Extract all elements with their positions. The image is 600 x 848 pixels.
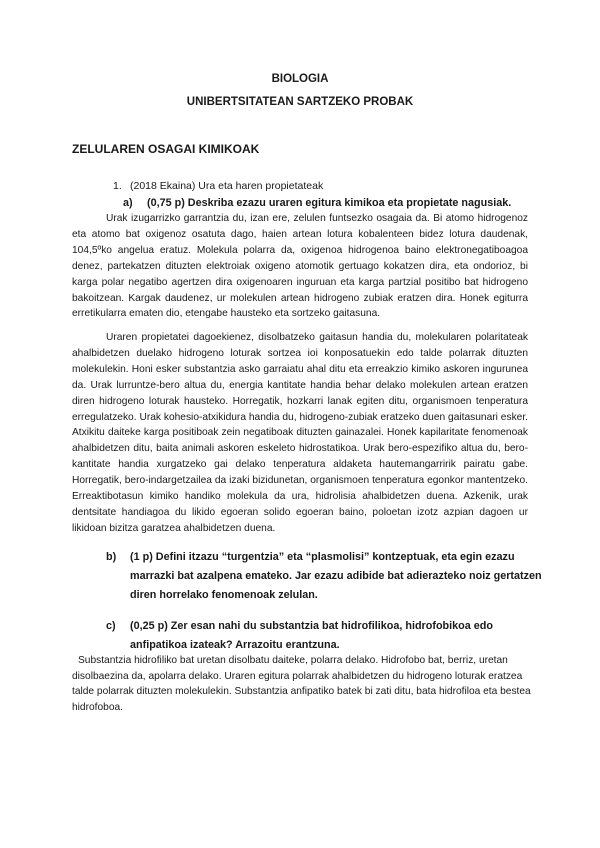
document-title: BIOLOGIA [271,73,329,85]
part-c-heading-text: (0,25 p) Zer esan nahi du substantzia bat hidrofilikoa, hidrofobikoa edo anfipatikoa izateak? Arrazoitu erantzuna. [130,620,493,651]
part-c-letter: c) [106,620,116,632]
part-a-paragraph-2: Uraren propietatei dagoekienez, disolbatzeko gaitasun handia du, molekularen polaritateak ahalbidetzen duelako hidrogeno loturak sortzea ioi konposatuekin edo talde polarrak dituzten molekulekin. Honi esker substantzia asko garraiatu ahal ditu eta erreakzio kimiko askoren ingurunea da. Urak lurruntze-bero altua du, energia kantitate handia behar delako molekulen artean eratzen diren hidrogeno loturak hausteko. Horregatik, hozkarri lanak egiten ditu, organismoen tenperatura erregulatzeko. Urak kohesio-atxikidura handia du, hidrogeno-zubiak eratzeko duen gaitasunari esker. Atxikitu daiteke karga positiboak zein negatiboak dituzten gainazalei. Honek kapilaritate fenomenoak ahalbidetzen ditu, baita animali askoren eskeleto hidrostatikoa. Urak bero-espezifiko altua du, bero-kantitate handia xurgatzeko gai delako tenperatura aldaketa hautemangarririk pairatu gabe. Horregatik, bero-indargetzailea da izaki bizidunetan, organismoen tenperatura egonkor mantentzeko. Erreaktibotasun kimiko handiko molekula da ura, hidrolisia ahalbidetzen duena. Azkenik, urak dentsitate handiagoa du likido egoeran solido egoeran baino, poloetan izotz azpian dagoen ur likidoan bizitza garatzea ahalbidetzen duena. [72,332,528,534]
document-subtitle: UNIBERTSITATEAN SARTZEKO PROBAK [186,96,414,108]
section-title: ZELULAREN OSAGAI KIMIKOAK [72,142,260,156]
part-a-letter: a) [123,197,133,209]
question-number: 1. [113,180,122,192]
part-b-letter: b) [106,551,117,563]
part-a-heading-text: (0,75 p) Deskriba ezazu uraren egitura kimikoa eta propietate nagusiak. [147,197,512,209]
question-text: (2018 Ekaina) Ura eta haren propietateak [130,180,324,192]
part-b-heading-text: (1 p) Defini itzazu “turgentzia” eta “plasmolisi” kontzeptuak, eta egin ezazu marrazki bat azalpena emateko. Jar ezazu adibide bat adierazteko noiz gertatzen diren horrelako fenomenoak zelulan. [130,551,542,601]
part-a-paragraph-1: Urak izugarrizko garrantzia du, izan ere, zelulen funtsezko osagaia da. Bi atomo hidrogenoz eta atomo bat oxigenoz osatuta dago, haien artean lotura kobalenteen bidez lotura daudenak, 104,5ºko angelua eratuz. Molekula polarra da, oxigenoa hidrogenoa baino elektronegatiboagoa denez, partekatzen dituzten elektroiak oxigeno atomotik gertuago kokatzen dira, eta ondorioz, bi karga polar negatibo agertzen dira oxigenoaren inguruan eta karga partzial positibo bat hidrogeno bakoitzean. Kargak daudenez, ur molekulen artean hidrogeno zubiak eratzen dira. Honek egiturra erretikularra ematen dio, etengabe hausteko eta sortzeko gaitasuna. [72,213,528,320]
part-c-paragraph-1: Substantzia hidrofiliko bat uretan disolbatu daiteke, polarra delako. Hidrofobo bat, berriz, uretan disolbaezina da, apolarra delako. Uraren egitura polarrak ahalbidetzen du hidrogeno loturak eratzea talde polarrak dituzten molekulekin. Substantzia anfipatiko batek bi zati ditu, bata hidrofiloa eta bestea hidrofoboa. [72,655,531,713]
